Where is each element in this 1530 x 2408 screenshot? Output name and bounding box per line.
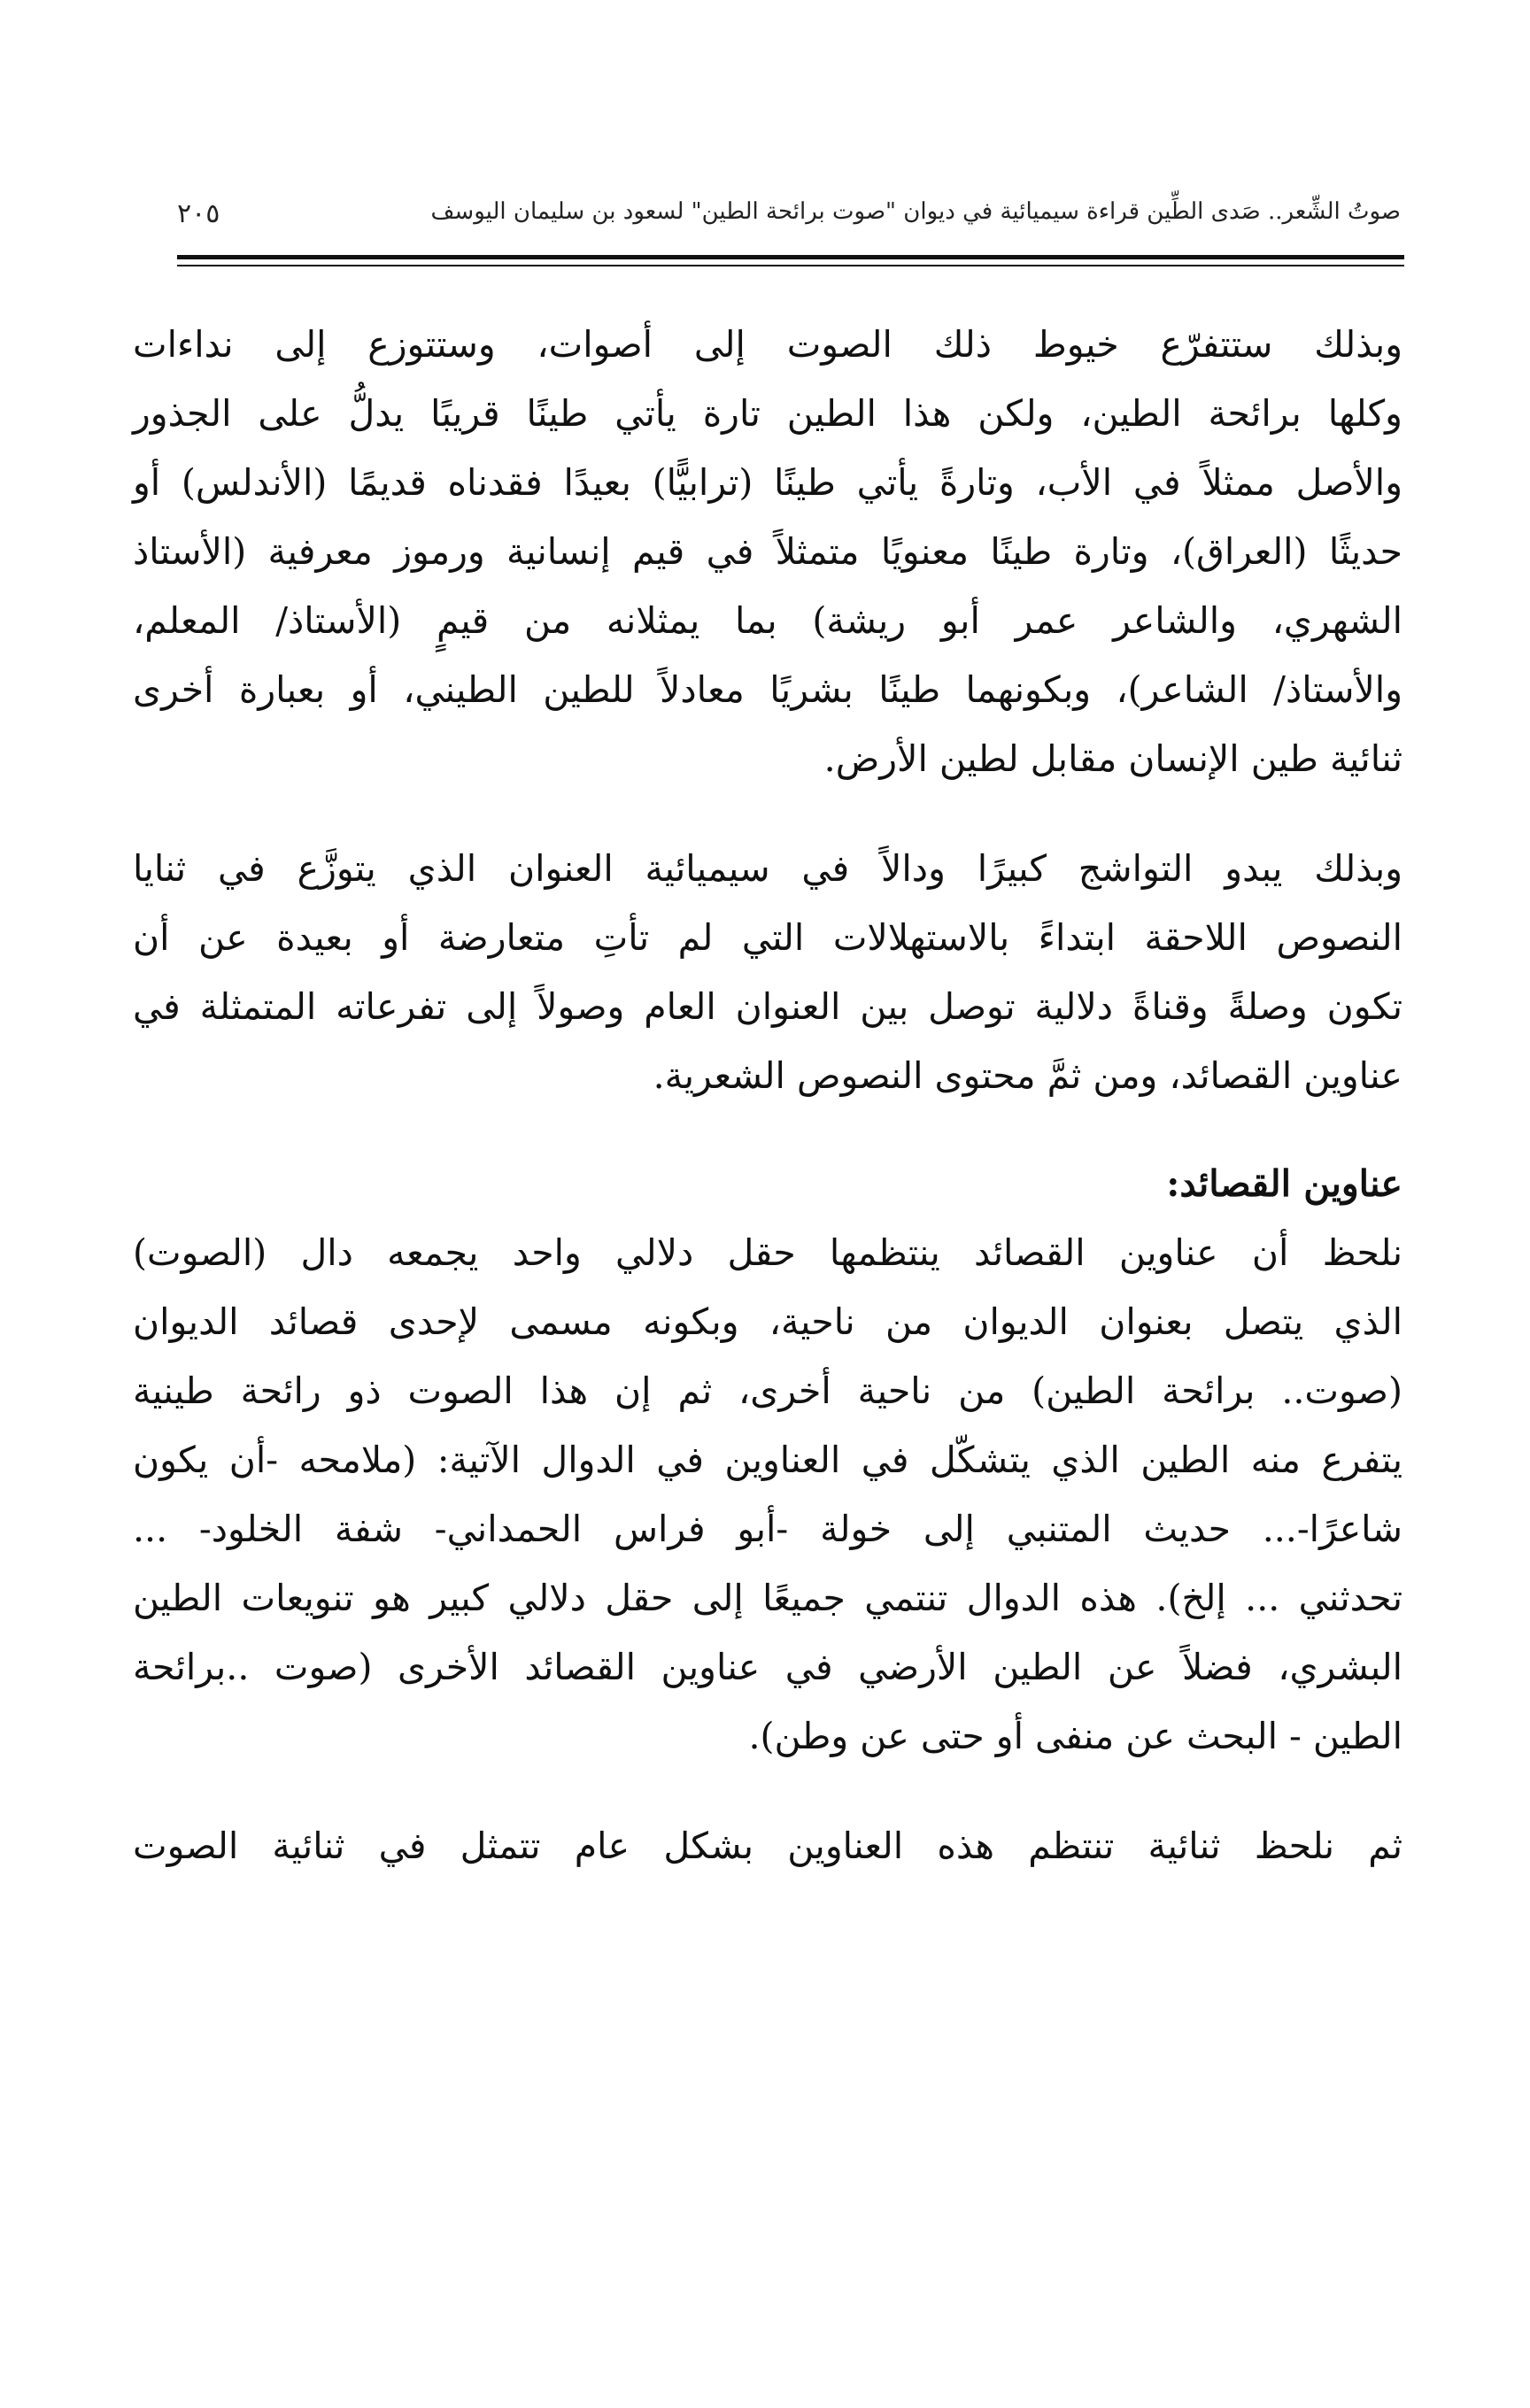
text-line: الطين - البحث عن منفى أو حتى عن وطن). — [748, 1715, 1402, 1757]
text-line: والأصل ممثلاً في الأب، وتارةً يأتي طينًا (ترابيًّا) بعيدًا فقدناه قديمًا (الأندلس) أو — [133, 461, 1402, 504]
text-line: عناوين القصائد، ومن ثمَّ محتوى النصوص الشعرية. — [653, 1054, 1402, 1097]
text-line: تحدثني ... إلخ). هذه الدوال تنتمي جميعًا إلى حقل دلالي كبير هو تنويعات الطين — [133, 1577, 1402, 1619]
running-title: صوتُ الشِّعر.. صَدى الطِّين قراءة سيميائية في ديوان "صوت برائحة الطين" لسعود بن سليمان اليوسف — [430, 198, 1401, 225]
section-heading: عناوين القصائد: — [1166, 1162, 1402, 1205]
paragraph-4 — [133, 1811, 1402, 1880]
text-line: والأستاذ/ الشاعر)، وبكونهما طينًا بشريًا معادلاً للطين الطيني، أو بعبارة أخرى — [133, 668, 1402, 711]
text-line: تكون وصلةً وقناةً دلالية توصل بين العنوان العام وصولاً إلى تفرعاته المتمثلة في — [133, 985, 1402, 1028]
paragraph-1 — [133, 310, 1402, 793]
paragraph-2 — [133, 834, 1402, 1110]
text-line: البشري، فضلاً عن الطين الأرضي في عناوين القصائد الأخرى (صوت ..برائحة — [133, 1646, 1402, 1688]
text-line: يتفرع منه الطين الذي يتشكّل في العناوين في الدوال الآتية: (ملامحه -أن يكون — [133, 1439, 1402, 1481]
text-line: ثنائية طين الإنسان مقابل لطين الأرض. — [823, 737, 1402, 780]
paragraph-3 — [133, 1218, 1402, 1771]
text-line: ثم نلحظ ثنائية تنتظم هذه العناوين بشكل عام تتمثل في ثنائية الصوت — [133, 1825, 1402, 1867]
text-line: وكلها برائحة الطين، ولكن هذا الطين تارة يأتي طينًا قريبًا يدلُّ على الجذور — [133, 392, 1402, 435]
header-rule-thick — [177, 255, 1404, 259]
text-line: شاعرًا-... حديث المتنبي إلى خولة -أبو فراس الحمداني- شفة الخلود- ... — [133, 1508, 1402, 1550]
text-line: حديثًا (العراق)، وتارة طينًا معنويًا متمثلاً في قيم إنسانية ورموز معرفية (الأستاذ — [133, 530, 1402, 573]
text-line: وبذلك ستتفرّع خيوط ذلك الصوت إلى أصوات، وستتوزع إلى نداءات — [133, 323, 1402, 366]
text-line: الذي يتصل بعنوان الديوان من ناحية، وبكونه مسمى لإحدى قصائد الديوان — [133, 1300, 1402, 1343]
page-number: ٢٠٥ — [177, 198, 220, 229]
page-body — [133, 310, 1402, 1880]
text-line: نلحظ أن عناوين القصائد ينتظمها حقل دلالي واحد يجمعه دال (الصوت) — [133, 1231, 1402, 1274]
text-line: (صوت.. برائحة الطين) من ناحية أخرى، ثم إن هذا الصوت ذو رائحة طينية — [133, 1370, 1402, 1412]
page-header — [177, 189, 1401, 248]
text-line: النصوص اللاحقة ابتداءً بالاستهلالات التي لم تأتِ متعارضة أو بعيدة عن أن — [133, 916, 1402, 959]
text-line: الشهري، والشاعر عمر أبو ريشة) بما يمثلانه من قيمٍ (الأستاذ/ المعلم، — [133, 599, 1402, 642]
text-line: وبذلك يبدو التواشج كبيرًا ودالاً في سيميائية العنوان الذي يتوزَّع في ثنايا — [133, 847, 1402, 890]
header-rule-thin — [177, 265, 1404, 266]
